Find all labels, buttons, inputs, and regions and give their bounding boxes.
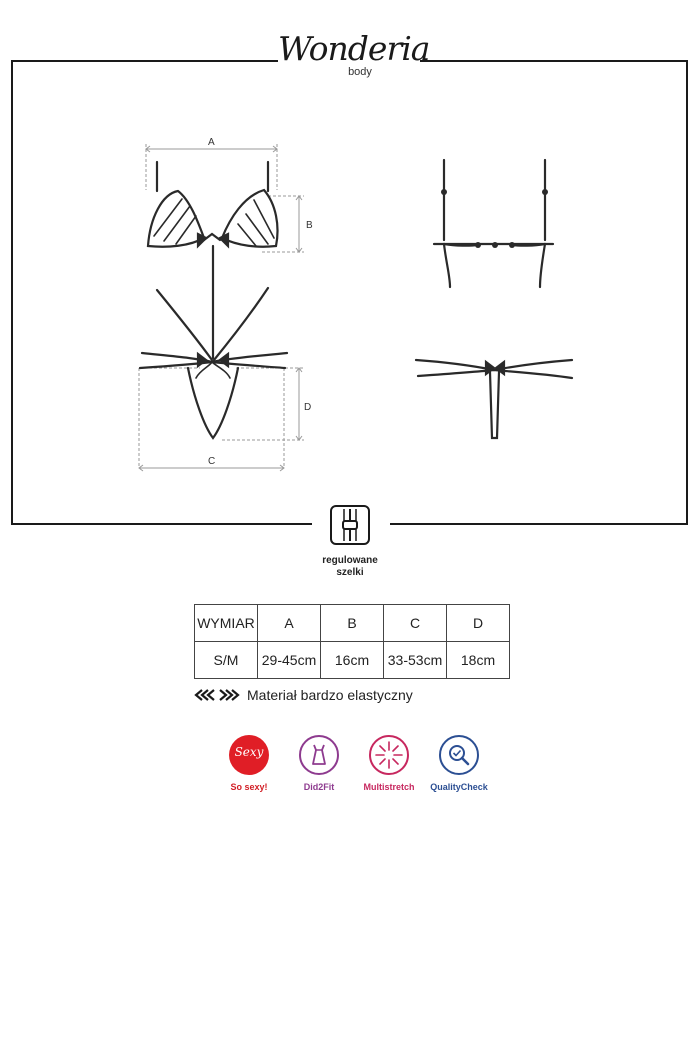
quality-check-magnifier-icon (439, 735, 479, 775)
badge-multistretch (354, 735, 424, 792)
back-view-thong (416, 360, 572, 438)
material-text: Materiał bardzo elastyczny (247, 687, 413, 703)
badge-so-sexy (214, 735, 284, 792)
size-table (194, 604, 510, 679)
size-table-header: C (384, 605, 447, 642)
size-table-header: A (258, 605, 321, 642)
dimension-a (146, 144, 277, 190)
badge-did2fit (284, 735, 354, 792)
material-note (194, 686, 413, 704)
badge-label: Did2Fit (303, 782, 335, 792)
size-table-cell: 18cm (447, 642, 510, 679)
adjustable-caption-line1: regulowane (322, 555, 378, 566)
adjustable-strap-caption (300, 555, 400, 579)
size-table-cell: S/M (195, 642, 258, 679)
multistretch-icon (369, 735, 409, 775)
size-table-cell: 29-45cm (258, 642, 321, 679)
size-table-header: B (321, 605, 384, 642)
size-table-header: D (447, 605, 510, 642)
dimension-label-b: B (306, 220, 313, 231)
adjustable-caption-line2: szelki (336, 567, 364, 578)
did2fit-dress-icon (299, 735, 339, 775)
brand-name: Wonderia (278, 29, 430, 68)
dimension-label-a: A (208, 137, 215, 148)
stretch-arrows-icon (194, 688, 240, 702)
size-table-cell: 16cm (321, 642, 384, 679)
back-view-straps (434, 160, 553, 287)
feature-badges (214, 735, 494, 805)
back-view-rings (441, 189, 548, 248)
size-table-cell: 33-53cm (384, 642, 447, 679)
front-view-bra (148, 162, 278, 358)
size-table-row (195, 642, 510, 679)
badge-label: QualityCheck (430, 782, 488, 792)
size-table-header: WYMIAR (195, 605, 258, 642)
badge-label: So sexy! (230, 782, 268, 792)
dimension-label-c: C (208, 456, 216, 467)
adjustable-strap-icon (330, 505, 370, 545)
brand-subtitle: body (348, 66, 372, 78)
badge-qualitycheck (424, 735, 494, 792)
so-sexy-icon (229, 735, 269, 775)
so-sexy-icon-text: Sexy (234, 745, 264, 759)
size-table-header-row (195, 605, 510, 642)
dimension-d (222, 368, 304, 440)
dimension-label-d: D (304, 402, 312, 413)
badge-label: Multistretch (363, 782, 415, 792)
